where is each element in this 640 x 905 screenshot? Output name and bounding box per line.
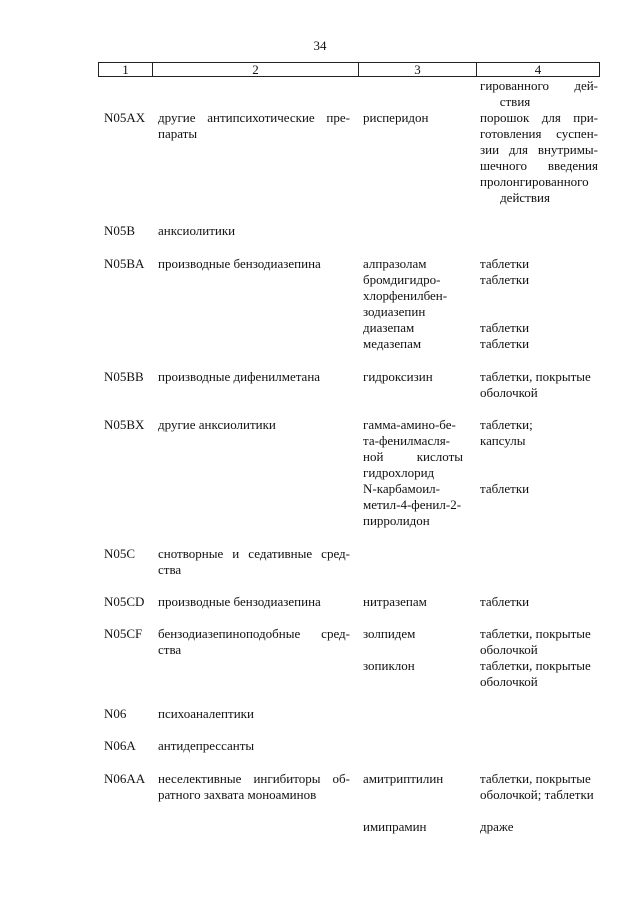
form-line: порошок для при-	[480, 110, 598, 125]
dosage-form: таблетки	[480, 320, 530, 335]
drug-name: диазепам	[363, 320, 415, 335]
group-name: производные бензодиазепина	[158, 594, 321, 609]
form-line: шечного введения	[480, 158, 598, 173]
atc-code: N06AA	[104, 771, 146, 786]
atc-code: N05BX	[104, 417, 145, 432]
group-name: антидепрессанты	[158, 738, 255, 753]
atc-code: N06	[104, 706, 127, 721]
header-col-2: 2	[252, 62, 259, 77]
group-name: бензодиазепиноподобные сред-ства	[158, 626, 350, 657]
page-number: 34	[313, 38, 327, 53]
dosage-form: таблетки	[480, 272, 530, 287]
group-name: производные дифенилметана	[158, 369, 321, 384]
group-name: производные бензодиазепина	[158, 256, 321, 271]
dosage-form: таблетки, покрытые оболочкой; таблетки	[480, 771, 594, 802]
atc-code: N05B	[104, 223, 136, 238]
group-name: другие анксиолитики	[158, 417, 276, 432]
drug-name: рисперидон	[363, 110, 429, 125]
group-name: другие антипсихотические пре-параты	[158, 110, 350, 141]
group-name: анксиолитики	[158, 223, 236, 238]
group-name: психоаналептики	[158, 706, 254, 721]
dosage-form: таблетки	[480, 256, 530, 271]
drug-name: гидроксизин	[363, 369, 433, 384]
form-line: пролонгированного	[480, 174, 589, 189]
header-col-4: 4	[534, 62, 542, 77]
dosage-form: таблетки, покрытые оболочкой	[480, 658, 591, 689]
group-name: снотворные и седативные сред-ства	[158, 546, 350, 577]
atc-code: N05CF	[104, 626, 143, 641]
dosage-form: таблетки	[480, 594, 530, 609]
drug-name: алпразолам	[363, 256, 427, 271]
carry-over-form	[480, 78, 598, 110]
dosage-form: таблетки	[480, 481, 530, 496]
drug-name: амитриптилин	[363, 771, 444, 786]
dosage-form: таблетки, покрытые оболочкой	[480, 369, 591, 400]
drug-name: золпидем	[363, 626, 416, 641]
atc-code: N05BB	[104, 369, 144, 384]
atc-code: N05AX	[104, 110, 146, 125]
atc-code: N06A	[104, 738, 136, 753]
drug-name: нитразепам	[363, 594, 427, 609]
dosage-form: таблетки; капсулы	[480, 417, 533, 448]
drug-name: гамма-амино-бе-та-фенилмасля-ной кислоты гидрохлорид	[363, 417, 463, 480]
form-line: зии для внутримы-	[480, 142, 598, 157]
atc-code: N05CD	[104, 594, 145, 609]
drug-name: медазепам	[363, 336, 422, 351]
form-line: готовления суспен-	[480, 126, 598, 141]
drug-name: зопиклон	[363, 658, 415, 673]
group-name: неселективные ингибиторы об-ратного захвата моноаминов	[158, 771, 350, 802]
drug-name: N-карбамоил-метил-4-фенил-2-пирролидон	[363, 481, 462, 528]
atc-code: N05BA	[104, 256, 145, 271]
form-line: ствия	[499, 94, 531, 109]
form-line: действия	[500, 190, 550, 205]
form-line: гированного дей-	[480, 78, 598, 93]
dosage-form: таблетки, покрытые оболочкой	[480, 626, 591, 657]
header-col-1: 1	[122, 62, 129, 77]
drug-name: имипрамин	[363, 819, 427, 834]
dosage-form: таблетки	[480, 336, 530, 351]
dosage-form	[480, 110, 598, 206]
header-col-3: 3	[414, 62, 421, 77]
drug-name: бромдигидро-хлорфенилбен-зодиазепин	[363, 272, 448, 319]
atc-code: N05C	[104, 546, 136, 561]
dosage-form: драже	[480, 819, 514, 834]
table-header-row	[98, 62, 600, 77]
